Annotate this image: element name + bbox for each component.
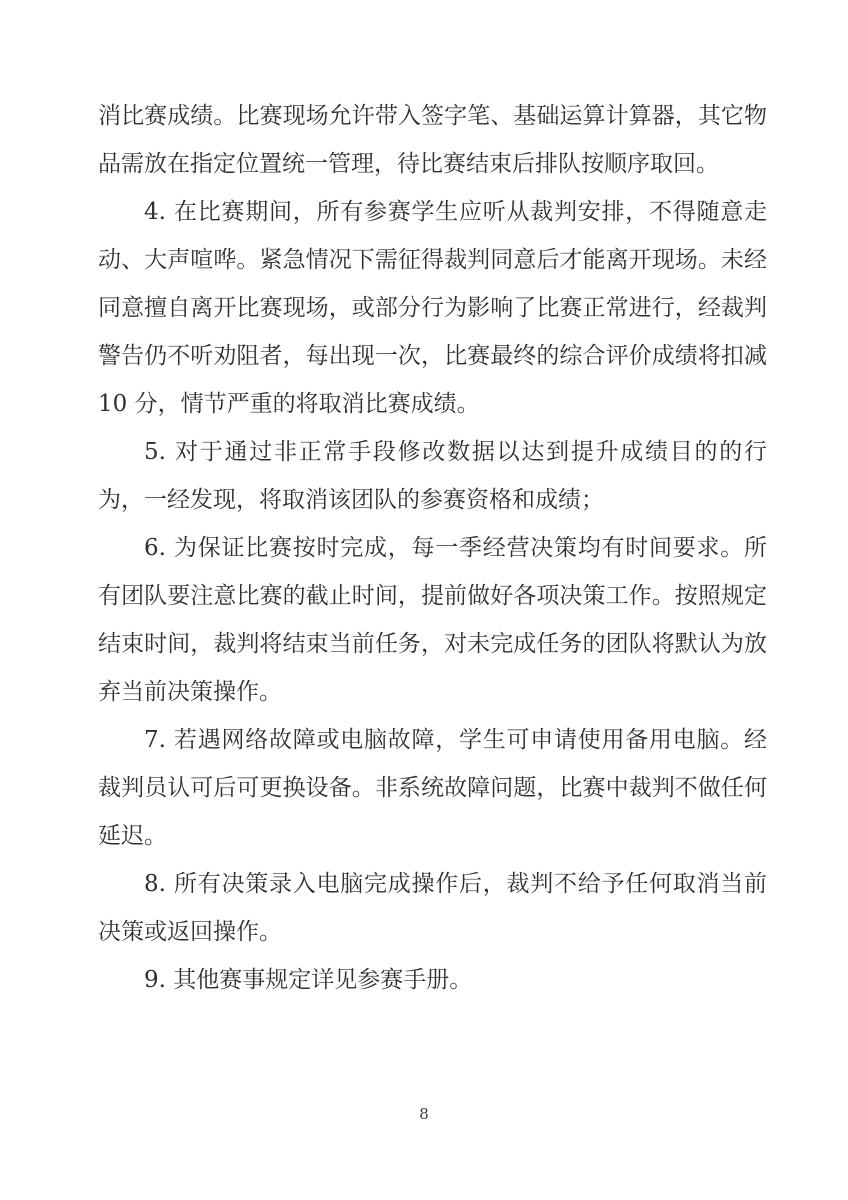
paragraph: 8. 所有决策录入电脑完成操作后，裁判不给予任何取消当前决策或返回操作。 [98, 871, 767, 945]
paragraph: 5. 对于通过非正常手段修改数据以达到提升成绩目的的行为，一经发现，将取消该团队的参赛资格和成绩； [98, 439, 767, 513]
page-number: 8 [419, 1105, 429, 1123]
paragraph: 消比赛成绩。比赛现场允许带入签字笔、基础运算计算器，其它物品需放在指定位置统一管理，待比赛结束后排队按顺序取回。 [98, 103, 767, 177]
paragraph: 7. 若遇网络故障或电脑故障，学生可申请使用备用电脑。经裁判员认可后可更换设备。非系统故障问题，比赛中裁判不做任何延迟。 [98, 727, 767, 849]
paragraph: 4. 在比赛期间，所有参赛学生应听从裁判安排，不得随意走动、大声喧哗。紧急情况下需征得裁判同意后才能离开现场。未经同意擅自离开比赛现场，或部分行为影响了比赛正常进行，经裁判警告仍不听劝阻者，每出现一次，比赛最终的综合评价成绩将扣减 10 分，情节严重的将取消比赛成绩。 [98, 199, 767, 417]
document-body [98, 92, 767, 1004]
paragraph: 6. 为保证比赛按时完成，每一季经营决策均有时间要求。所有团队要注意比赛的截止时间，提前做好各项决策工作。按照规定结束时间，裁判将结束当前任务，对未完成任务的团队将默认为放弃当前决策操作。 [98, 535, 767, 705]
paragraph: 9. 其他赛事规定详见参赛手册。 [144, 967, 473, 993]
